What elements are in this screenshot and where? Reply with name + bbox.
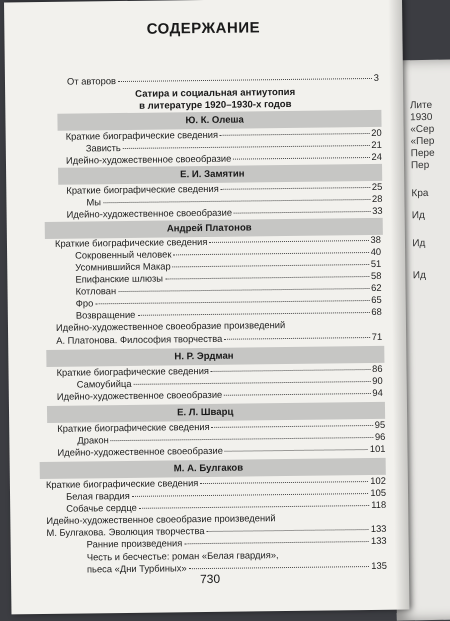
toc-entry-label: Возвращение <box>75 308 136 321</box>
adjacent-page-text: Кра <box>411 187 429 200</box>
author-name: Андрей Платонов <box>166 222 252 235</box>
leader-dots <box>103 199 370 203</box>
leader-dots <box>132 493 369 497</box>
toc-entry-label: Идейно-художественное своеобразие <box>66 206 233 220</box>
leader-dots <box>233 157 369 160</box>
toc-entry-page: 21 <box>371 138 382 150</box>
toc-entry-page: 102 <box>370 474 386 487</box>
leader-dots <box>221 187 370 190</box>
leader-dots <box>234 211 370 214</box>
adjacent-page-text: «Сер <box>410 123 435 136</box>
adjacent-page-text: Лите <box>409 99 433 112</box>
toc-entry-label: М. Булгакова. Эволюция творчества <box>46 525 205 538</box>
toc-entry-label: А. Платонова. Философия творчества <box>56 332 223 346</box>
toc-entry-label: Краткие биографические сведения <box>65 128 219 142</box>
page-number: 730 <box>199 571 221 587</box>
toc-entry-label: Краткие биографические сведения <box>66 182 219 196</box>
toc-entry[interactable] <box>87 535 387 550</box>
leader-dots <box>111 437 373 441</box>
adjacent-page-text: Ид <box>412 238 426 250</box>
toc-entry-page: 133 <box>370 522 387 535</box>
toc-entry-page: 101 <box>369 442 386 455</box>
toc-entry-page: 105 <box>370 486 387 499</box>
toc-entry[interactable] <box>56 331 382 346</box>
toc-entry-page: 24 <box>371 150 382 162</box>
leader-dots <box>184 541 369 544</box>
leader-dots <box>123 145 370 149</box>
toc-entry-page: 40 <box>370 245 382 257</box>
section-subheading: Сатира и социальная антиутопия <box>135 86 296 100</box>
page-title: СОДЕРЖАНИЕ <box>146 19 261 38</box>
toc-entry-label: Усомнившийся Макар <box>75 260 171 273</box>
leader-dots <box>118 78 372 82</box>
leader-dots <box>209 240 368 243</box>
toc-entry-page: 90 <box>372 374 383 386</box>
toc-entry-label: Котлован <box>75 285 117 297</box>
toc-entry-label: Дракон <box>77 434 109 446</box>
leader-dots <box>134 381 371 385</box>
toc-entry-page: 135 <box>371 559 387 571</box>
leader-dots <box>225 449 368 452</box>
toc-entry-label: Идейно-художественное своеобразие <box>56 388 223 402</box>
toc-entry-page: 3 <box>373 71 380 83</box>
toc-entry-label: Епифанские шлюзы <box>75 272 164 285</box>
toc-entry-label: Идейно-художественное своеобразие произведений <box>46 512 276 526</box>
toc-entry-label: Собачье сердце <box>66 501 137 514</box>
leader-dots <box>173 252 368 255</box>
toc-entry-label: Фро <box>75 297 94 309</box>
toc-entry-label: Сокровенный человек <box>75 248 172 261</box>
toc-entry-page: 28 <box>371 192 383 204</box>
leader-dots <box>95 300 369 304</box>
toc-entry-label: пьеса «Дни Турбиных» <box>86 562 187 575</box>
leader-dots <box>224 337 369 340</box>
toc-entry-label: Мы <box>86 196 102 208</box>
toc-entry-label: Идейно-художественное своеобразие произведений <box>55 319 286 333</box>
toc-entry-page: 58 <box>370 269 382 281</box>
leader-dots <box>118 288 369 292</box>
toc-entry-page: 65 <box>371 293 382 305</box>
toc-entry-page: 33 <box>372 204 383 216</box>
toc-entry-label: Самоубийца <box>76 377 132 390</box>
adjacent-page-text: Ид <box>412 270 427 282</box>
section-subheading: в литературе 1920–1930-х годов <box>138 98 292 112</box>
contents-page <box>4 0 409 614</box>
toc-entry-label: Честь и бесчестье: роман «Белая гвардия», <box>86 549 279 563</box>
author-name: Н. Р. Эрдман <box>174 350 234 363</box>
leader-dots <box>200 481 368 484</box>
toc-entry-page: 86 <box>372 362 383 374</box>
toc-entry-label: Краткие биографические сведения <box>56 364 210 378</box>
toc-entry-label: Идейно-художественное своеобразие <box>57 444 223 458</box>
toc-entry-page: 133 <box>370 534 387 547</box>
toc-entry-page: 95 <box>374 418 386 430</box>
adjacent-page-text: Ид <box>411 210 425 222</box>
toc-entry-page: 38 <box>370 233 382 245</box>
leader-dots <box>207 529 369 532</box>
toc-entry-page: 68 <box>371 305 382 317</box>
leader-dots <box>189 566 370 569</box>
toc-entry-page: 94 <box>372 386 383 398</box>
toc-entry-page: 20 <box>371 126 382 138</box>
toc-entry-label: Краткие биографические сведения <box>45 477 199 490</box>
adjacent-page-text: 1930 <box>410 111 433 124</box>
toc-entry[interactable] <box>76 306 382 321</box>
leader-dots <box>139 505 369 509</box>
author-name: Е. И. Замятин <box>180 168 245 181</box>
toc-entry-label: От авторов <box>66 75 117 87</box>
toc-entry-label: Зависть <box>85 142 121 154</box>
author-name: Ю. К. Олеша <box>185 114 244 127</box>
toc-entry-label: Идейно-художественное своеобразие <box>65 152 232 166</box>
toc-entry[interactable] <box>67 72 379 87</box>
leader-dots <box>224 393 370 396</box>
toc-entry-page: 51 <box>370 257 382 269</box>
leader-dots <box>165 276 369 279</box>
leader-dots <box>211 369 370 372</box>
author-name: М. А. Булгаков <box>173 462 244 475</box>
leader-dots <box>137 312 369 316</box>
toc-entry-page: 96 <box>374 430 386 442</box>
toc-entry-label: Краткие биографические сведения <box>57 420 210 434</box>
leader-dots <box>173 264 369 267</box>
toc-entry-page: 118 <box>371 498 387 510</box>
author-name: Е. Л. Шварц <box>176 406 234 419</box>
toc-entry-page: 25 <box>371 180 383 192</box>
adjacent-page-text: «Пер <box>410 135 435 148</box>
toc-entry-label: Краткие биографические сведения <box>54 235 208 249</box>
toc-entry-page: 62 <box>371 281 382 293</box>
leader-dots <box>212 425 373 428</box>
toc-entry-label: Белая гвардия <box>65 489 130 502</box>
leader-dots <box>220 133 369 136</box>
toc-entry-label: Ранние произведения <box>86 537 183 550</box>
adjacent-page-text: Пер <box>410 159 430 172</box>
toc-entry-page: 71 <box>371 330 383 342</box>
adjacent-page-text: Пере <box>410 147 435 160</box>
